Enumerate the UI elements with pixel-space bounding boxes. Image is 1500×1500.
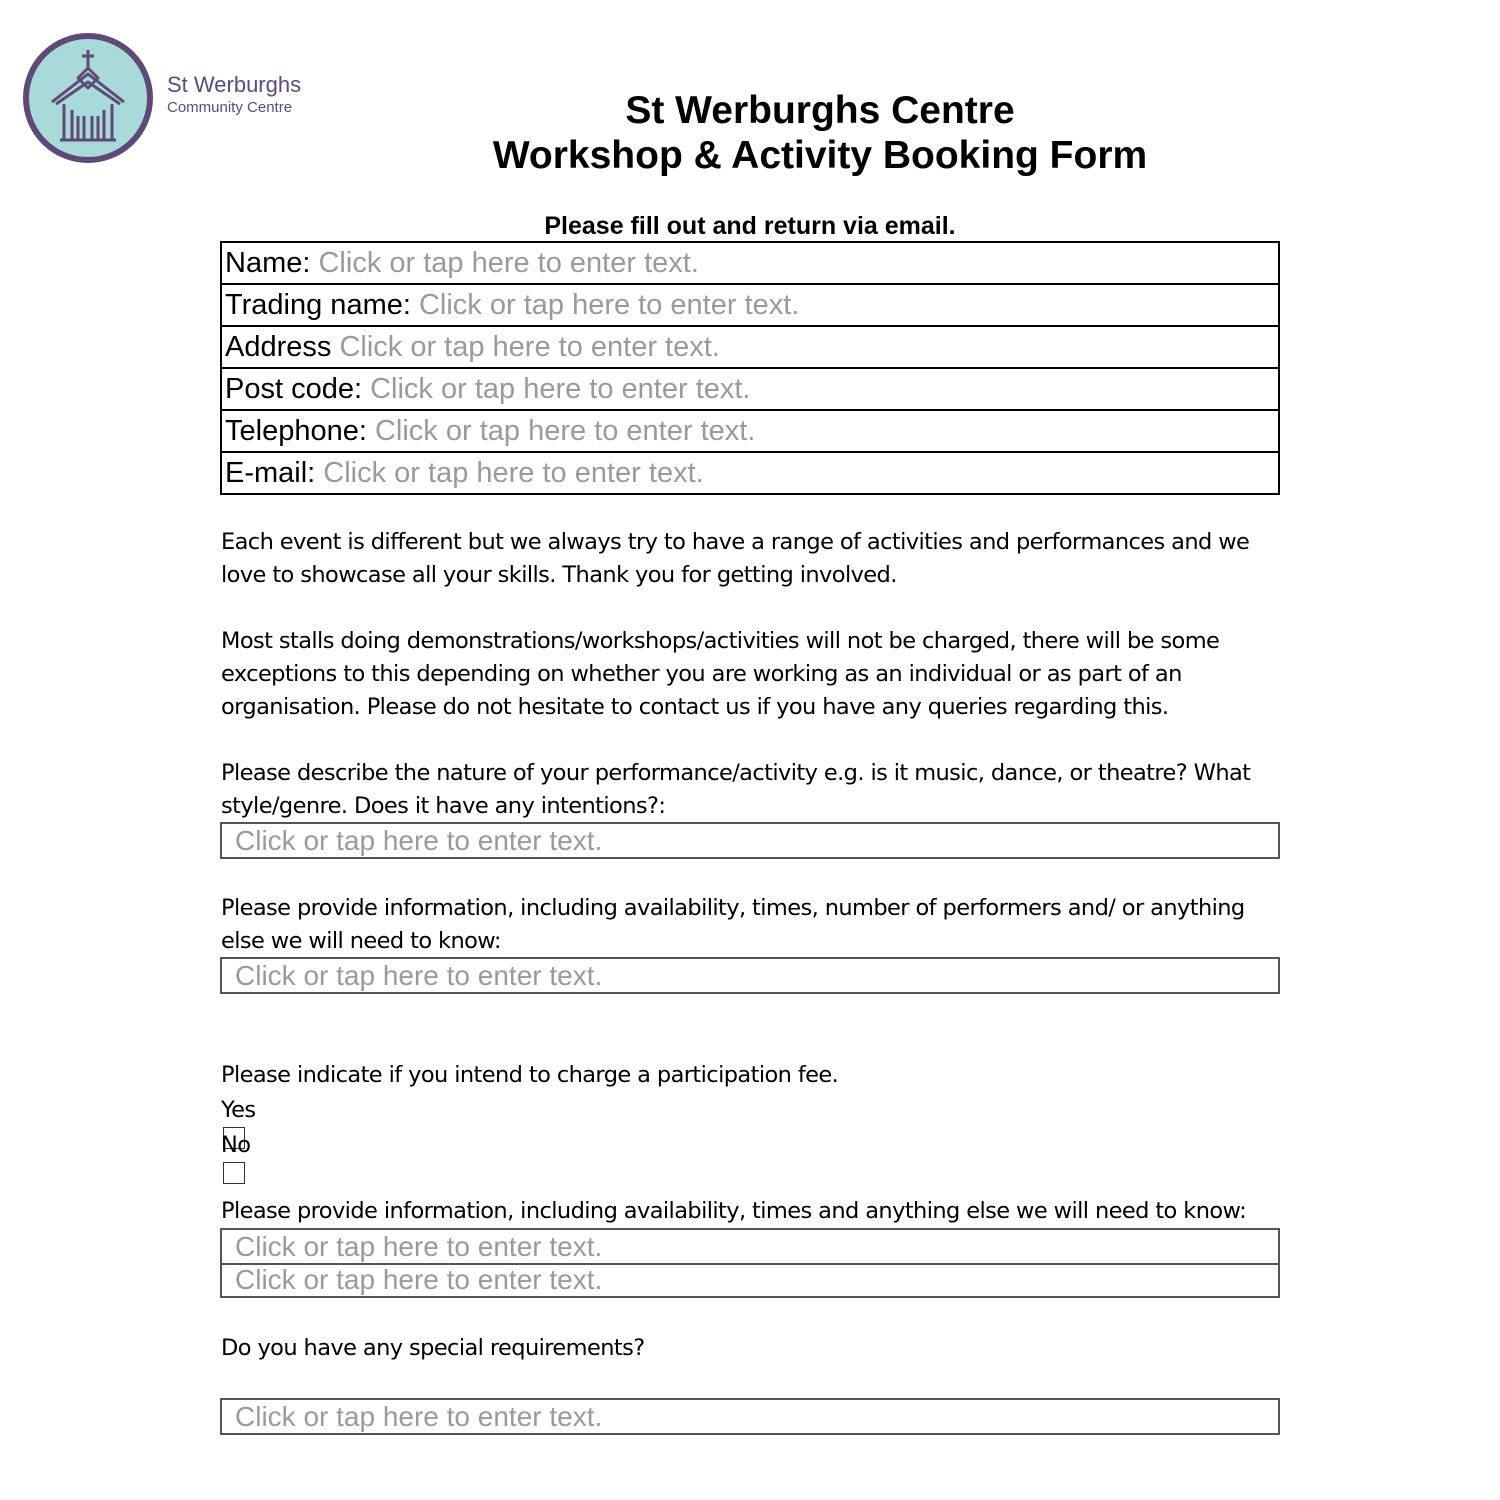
contact-field-post-code[interactable] xyxy=(221,368,1279,410)
info2-input-2[interactable]: Click or tap here to enter text. xyxy=(220,1263,1280,1298)
fee-no-label: No xyxy=(221,1132,251,1158)
fee-no-checkbox[interactable] xyxy=(223,1162,245,1184)
text-line: Please indicate if you intend to charge a participation fee. xyxy=(221,1062,839,1088)
info-question xyxy=(221,892,1291,958)
church-logo-icon xyxy=(22,32,154,164)
contact-field-address[interactable] xyxy=(221,326,1279,368)
field-label: Trading name: xyxy=(225,289,419,321)
post-code-input[interactable]: Click or tap here to enter text. xyxy=(370,373,751,405)
fee-question xyxy=(221,1059,1291,1092)
text-line: exceptions to this depending on whether you are working as an individual or as part of an xyxy=(221,661,1182,687)
field-label: Post code: xyxy=(225,373,371,405)
text-line: Most stalls doing demonstrations/workshops/activities will not be charged, there will be some xyxy=(221,628,1220,654)
text-line: Please provide information, including availability, times and anything else we will need to know: xyxy=(221,1198,1247,1224)
form-instruction: Please fill out and return via email. xyxy=(544,212,956,240)
contact-field-trading-name[interactable] xyxy=(221,284,1279,326)
telephone-input[interactable]: Click or tap here to enter text. xyxy=(374,415,756,447)
email-input[interactable]: Click or tap here to enter text. xyxy=(323,457,704,489)
text-line: Each event is different but we always try to have a range of activities and performances and we xyxy=(221,529,1250,555)
logo-name: St Werburghs xyxy=(167,72,302,97)
text-line: organisation. Please do not hesitate to contact us if you have any queries regarding this. xyxy=(221,694,1169,720)
info-input[interactable]: Click or tap here to enter text. xyxy=(220,957,1280,994)
contact-field-email[interactable] xyxy=(221,452,1279,494)
fee-yes-label: Yes xyxy=(221,1097,256,1123)
info2-question xyxy=(221,1195,1291,1228)
address-input[interactable]: Click or tap here to enter text. xyxy=(339,331,720,363)
title-line-2: Workshop & Activity Booking Form xyxy=(492,134,1148,177)
logo-subname: Community Centre xyxy=(167,99,293,116)
logo xyxy=(22,32,322,164)
page-title xyxy=(420,88,1220,178)
field-label: Telephone: xyxy=(225,415,375,447)
title-line-1: St Werburghs Centre xyxy=(625,89,1015,132)
text-line: Do you have any special requirements? xyxy=(221,1335,645,1361)
intro-paragraph-2 xyxy=(221,625,1291,724)
logo-text xyxy=(167,72,301,118)
name-input[interactable]: Click or tap here to enter text. xyxy=(318,247,699,279)
text-line: love to showcase all your skills. Thank you for getting involved. xyxy=(221,562,897,588)
special-requirements-input[interactable]: Click or tap here to enter text. xyxy=(220,1398,1280,1435)
field-label: Name: xyxy=(225,247,319,279)
trading-name-input[interactable]: Click or tap here to enter text. xyxy=(418,289,800,321)
describe-input[interactable]: Click or tap here to enter text. xyxy=(220,822,1280,859)
text-line: Please describe the nature of your performance/activity e.g. is it music, dance, or theatre? What xyxy=(221,760,1251,786)
text-line: Please provide information, including availability, times, number of performers and/ or anything xyxy=(221,895,1245,921)
info2-input-1[interactable]: Click or tap here to enter text. xyxy=(220,1228,1280,1265)
field-label: E-mail: xyxy=(225,457,324,489)
text-line: else we will need to know: xyxy=(221,928,501,954)
text-line: style/genre. Does it have any intentions?: xyxy=(221,793,666,819)
field-label: Address xyxy=(225,331,340,363)
intro-paragraph-1 xyxy=(221,526,1291,592)
fee-no-option[interactable] xyxy=(221,1129,1291,1184)
contact-field-telephone[interactable] xyxy=(221,410,1279,452)
describe-question xyxy=(221,757,1291,823)
contact-details-table xyxy=(220,241,1280,495)
contact-field-name[interactable] xyxy=(221,242,1279,284)
special-requirements-question xyxy=(221,1332,1291,1365)
